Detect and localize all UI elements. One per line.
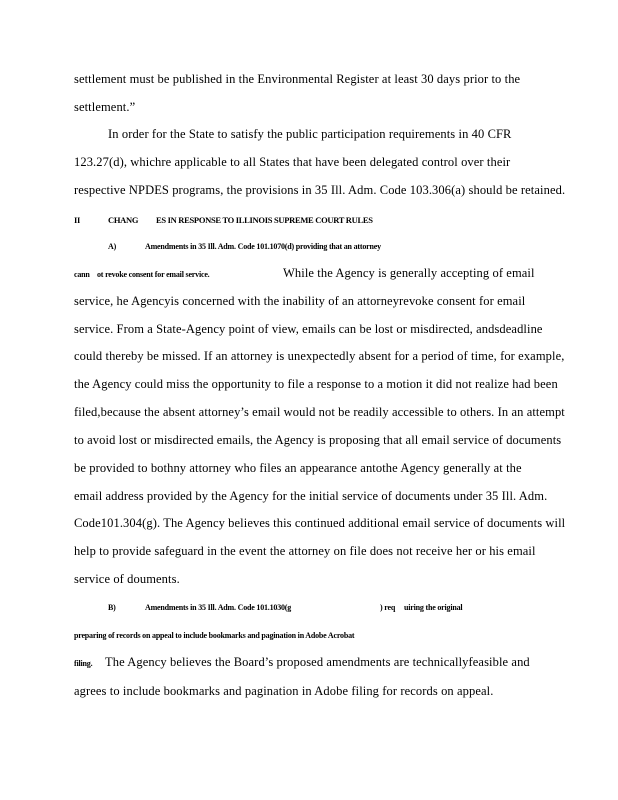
body-line: filed,because the absent attorney’s email would not be readily accessible to others. In an attempt — [74, 405, 565, 419]
body-line: Code101.304(g). The Agency believes this continued additional email service of documents will — [74, 516, 566, 530]
body-line: help to provide safeguard in the event the attorney on file does not receive her or his email — [74, 544, 536, 558]
body-line: In order for the State to satisfy the public participation requirements in 40 CFR — [108, 127, 512, 141]
body-line: service of douments. — [74, 572, 180, 586]
body-line: to avoid lost or misdirected emails, the Agency is proposing that all email service of documents — [74, 433, 562, 447]
body-line: the Agency could miss the opportunity to file a response to a motion it did not realize had been — [74, 377, 558, 391]
subsection-b-label: B) — [108, 603, 116, 612]
subsection-b-heading: Amendments in 35 Ill. Adm. Code 101.1030(g — [145, 603, 292, 612]
body-line: While the Agency is generally accepting of email — [283, 266, 535, 280]
body-line: email address provided by the Agency for the initial service of documents under 35 Ill. Adm. — [74, 489, 548, 503]
subsection-b-heading-cont: preparing of records on appeal to include bookmarks and pagination in Adobe Acrobat — [74, 631, 355, 640]
body-line: be provided to bothny attorney who files an appearance antothe Agency generally at the — [74, 461, 522, 475]
body-line: service. From a State-Agency point of view, emails can be lost or misdirected, andsdeadline — [74, 322, 543, 336]
subsection-a-heading-cont: ot revoke consent for email service. — [97, 270, 210, 279]
subsection-a-heading-cont: cann — [74, 270, 90, 279]
subsection-a-label: A) — [108, 242, 117, 251]
body-line: The Agency believes the Board’s proposed amendments are technicallyfeasible and — [105, 655, 530, 669]
subsection-b-heading: uiring the original — [404, 603, 463, 612]
subsection-b-heading: ) req — [380, 603, 396, 612]
section-heading-part: CHANG — [108, 215, 139, 225]
subsection-b-filing-label: filing. — [74, 659, 93, 668]
body-line: respective NPDES programs, the provisions in 35 Ill. Adm. Code 103.306(a) should be retained. — [74, 183, 566, 197]
subsection-a-heading: Amendments in 35 Ill. Adm. Code 101.1070(d) providing that an attorney — [145, 242, 381, 251]
section-heading: ES IN RESPONSE TO ILLINOIS SUPREME COURT RULES — [156, 215, 373, 225]
body-line: 123.27(d), whichre applicable to all States that have been delegated control over their — [74, 155, 511, 169]
body-line: settlement.” — [74, 100, 136, 114]
section-number: II — [74, 215, 81, 225]
body-line: agrees to include bookmarks and pagination in Adobe filing for records on appeal. — [74, 684, 494, 698]
body-line: settlement must be published in the Environmental Register at least 30 days prior to the — [74, 72, 521, 86]
body-line: service, he Agencyis concerned with the inability of an attorneyrevoke consent for email — [74, 294, 526, 308]
body-line: could thereby be missed. If an attorney is unexpectedly absent for a period of time, for example, — [74, 349, 565, 363]
